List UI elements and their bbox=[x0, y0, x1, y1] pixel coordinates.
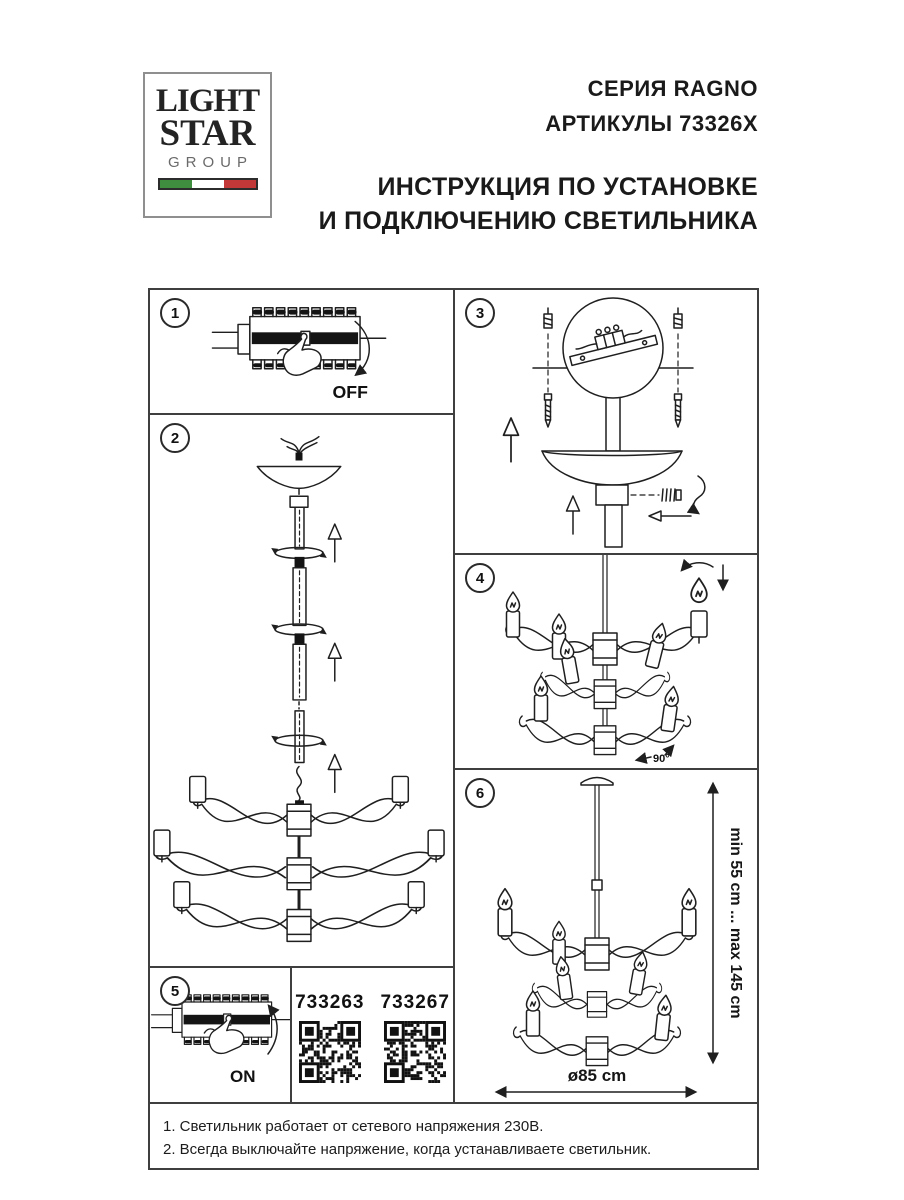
articles-title: АРТИКУЛЫ 73326X bbox=[545, 111, 758, 136]
off-label: OFF bbox=[332, 382, 368, 403]
anchor-icon bbox=[674, 308, 682, 328]
screw-icon bbox=[675, 394, 682, 427]
article-code-right: 733267 bbox=[380, 992, 450, 1013]
panel-step-6 bbox=[455, 770, 757, 1104]
qr-code-733263 bbox=[299, 1021, 361, 1083]
panel-step-2 bbox=[150, 415, 455, 968]
diameter-dimension-label: ø85 cm bbox=[567, 1066, 627, 1085]
ceiling-cap-icon bbox=[581, 778, 613, 786]
up-arrow-icon bbox=[567, 496, 580, 534]
step-number-6: 6 bbox=[465, 778, 495, 808]
article-qr-left bbox=[295, 992, 364, 1088]
step-number-1: 1 bbox=[160, 298, 190, 328]
height-dimension-label: min 55 cm ... max 145 cm bbox=[727, 827, 744, 1019]
safety-note-1: 1. Светильник работает от сетевого напряжения 230В. bbox=[163, 1118, 544, 1135]
up-arrow-icon bbox=[328, 524, 341, 562]
up-arrow-icon bbox=[504, 418, 519, 462]
panel-step-3 bbox=[455, 290, 757, 555]
panel-qr-codes bbox=[292, 968, 455, 1104]
bulb-installation-diagram bbox=[455, 555, 757, 768]
safety-note-2: 2. Всегда выключайте напряжение, когда устанавливаете светильник. bbox=[163, 1141, 652, 1159]
rotate-arrow-icon bbox=[694, 476, 705, 513]
panel-step-4 bbox=[455, 555, 757, 770]
series-title: СЕРИЯ RAGNO bbox=[587, 76, 758, 101]
logo-line-star: STAR bbox=[159, 113, 256, 154]
ceiling-mount-diagram bbox=[455, 290, 757, 553]
step-number-5: 5 bbox=[160, 976, 190, 1006]
step-number-4: 4 bbox=[465, 563, 495, 593]
flag-red-band bbox=[224, 180, 256, 188]
lightstar-logo bbox=[143, 72, 272, 218]
safety-notes bbox=[150, 1104, 757, 1168]
power-off-breaker-diagram bbox=[150, 290, 453, 413]
anchor-icon bbox=[544, 308, 552, 328]
instruction-title-line1: ИНСТРУКЦИЯ ПО УСТАНОВКЕ bbox=[377, 173, 758, 201]
spare-bulb-icon bbox=[691, 578, 707, 602]
on-label: ON bbox=[230, 1067, 256, 1086]
logo-line-light: LIGHT bbox=[155, 83, 260, 119]
flag-green-band bbox=[160, 180, 192, 188]
step-number-3: 3 bbox=[465, 298, 495, 328]
screw-in-arrow-icon bbox=[682, 563, 713, 570]
panel-step-1 bbox=[150, 290, 455, 415]
italian-flag-stripe bbox=[158, 178, 258, 190]
set-screw-icon bbox=[662, 489, 681, 501]
qr-code-733267 bbox=[384, 1021, 446, 1083]
panel-step-5 bbox=[150, 968, 292, 1104]
step-number-2: 2 bbox=[160, 423, 190, 453]
logo-line-group: GROUP bbox=[167, 154, 253, 171]
up-arrow-icon bbox=[328, 755, 341, 793]
article-code-left: 733263 bbox=[295, 992, 365, 1013]
instruction-title-line2: И ПОДКЛЮЧЕНИЮ СВЕТИЛЬНИКА bbox=[318, 207, 758, 235]
canopy-icon bbox=[257, 466, 340, 488]
final-dimensions-diagram bbox=[455, 770, 757, 1102]
flag-white-band bbox=[192, 180, 224, 188]
hook-wire-icon bbox=[297, 766, 302, 800]
rod-assembly-diagram bbox=[150, 415, 453, 966]
angle-label: 90° bbox=[653, 753, 670, 765]
article-qr-right bbox=[381, 992, 450, 1088]
instruction-steps-grid bbox=[148, 288, 759, 1170]
document-titles bbox=[319, 76, 758, 236]
screw-icon bbox=[545, 394, 552, 427]
terminal-block-detail bbox=[563, 298, 663, 398]
up-arrow-icon bbox=[328, 643, 341, 681]
